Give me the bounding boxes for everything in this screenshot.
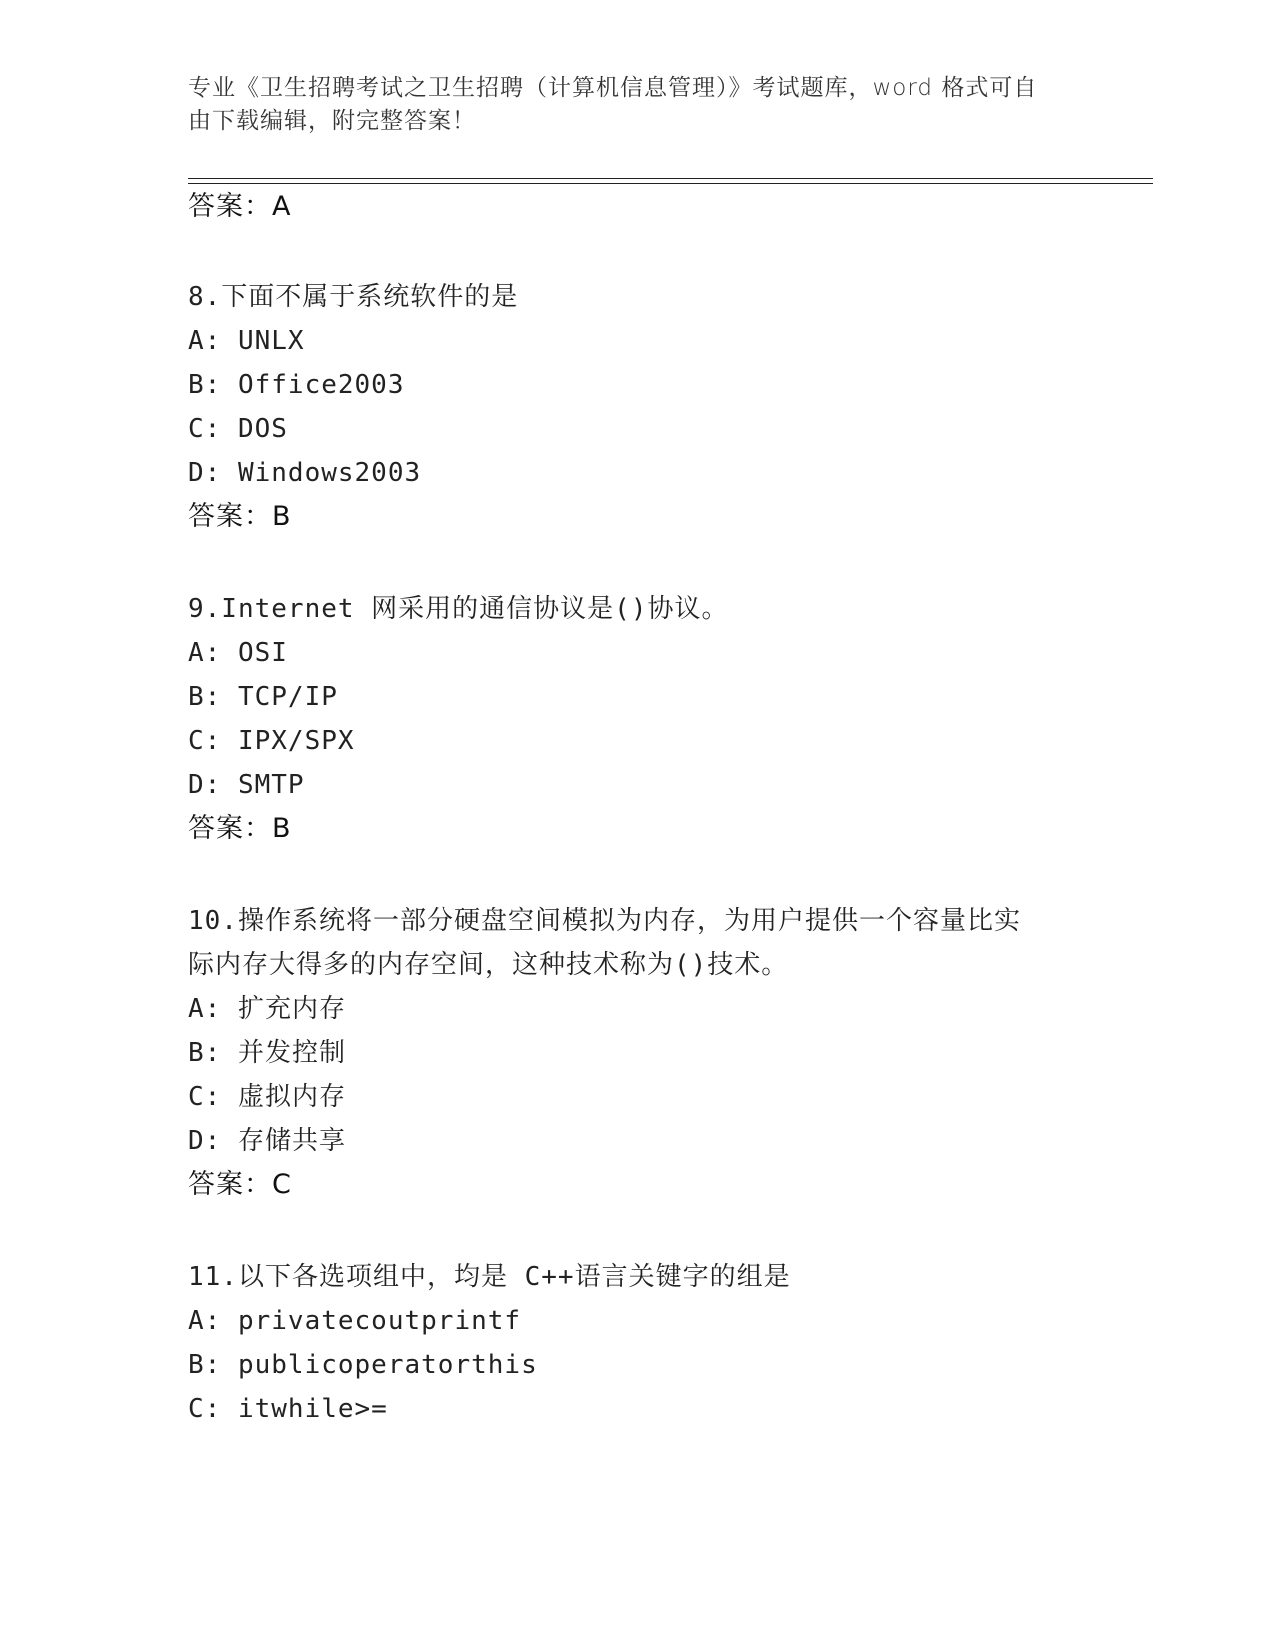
question-9-option-b: B: TCP/IP bbox=[188, 682, 338, 712]
question-9-option-d: D: SMTP bbox=[188, 770, 305, 800]
question-11-option-a: A: privatecoutprintf bbox=[188, 1306, 522, 1336]
question-10-option-c: C: 虚拟内存 bbox=[188, 1082, 346, 1112]
question-9-stem: 9.Internet 网采用的通信协议是()协议。 bbox=[188, 594, 729, 624]
question-10-option-b: B: 并发控制 bbox=[188, 1038, 346, 1068]
header-divider-top bbox=[188, 178, 1153, 179]
header-line-1: 专业《卫生招聘考试之卫生招聘（计算机信息管理）》考试题库，word 格式可自 bbox=[188, 75, 1038, 101]
question-8-option-b: B: Office2003 bbox=[188, 370, 405, 400]
question-9-answer: 答案：B bbox=[188, 813, 292, 844]
question-8-answer: 答案：B bbox=[188, 501, 292, 532]
header-divider-bottom bbox=[188, 183, 1153, 184]
question-8-option-d: D: Windows2003 bbox=[188, 458, 422, 488]
question-10-answer: 答案：C bbox=[188, 1169, 292, 1200]
question-10-stem-line-1: 10.操作系统将一部分硬盘空间模拟为内存，为用户提供一个容量比实 bbox=[188, 906, 1021, 936]
question-11-option-c: C: itwhile>= bbox=[188, 1394, 388, 1424]
question-9-option-a: A: OSI bbox=[188, 638, 288, 668]
question-11-option-b: B: publicoperatorthis bbox=[188, 1350, 538, 1380]
question-8-stem: 8.下面不属于系统软件的是 bbox=[188, 282, 519, 312]
question-10-stem-line-2: 际内存大得多的内存空间，这种技术称为()技术。 bbox=[188, 950, 789, 980]
question-9-option-c: C: IPX/SPX bbox=[188, 726, 355, 756]
question-11-stem: 11.以下各选项组中，均是 C++语言关键字的组是 bbox=[188, 1262, 791, 1292]
header-line-2: 由下载编辑，附完整答案！ bbox=[188, 108, 476, 134]
question-8-option-c: C: DOS bbox=[188, 414, 288, 444]
question-10-option-d: D: 存储共享 bbox=[188, 1126, 346, 1156]
question-8-option-a: A: UNLX bbox=[188, 326, 305, 356]
document-header bbox=[188, 72, 1068, 138]
answer-line: 答案：A bbox=[188, 191, 292, 222]
question-10-option-a: A: 扩充内存 bbox=[188, 994, 346, 1024]
